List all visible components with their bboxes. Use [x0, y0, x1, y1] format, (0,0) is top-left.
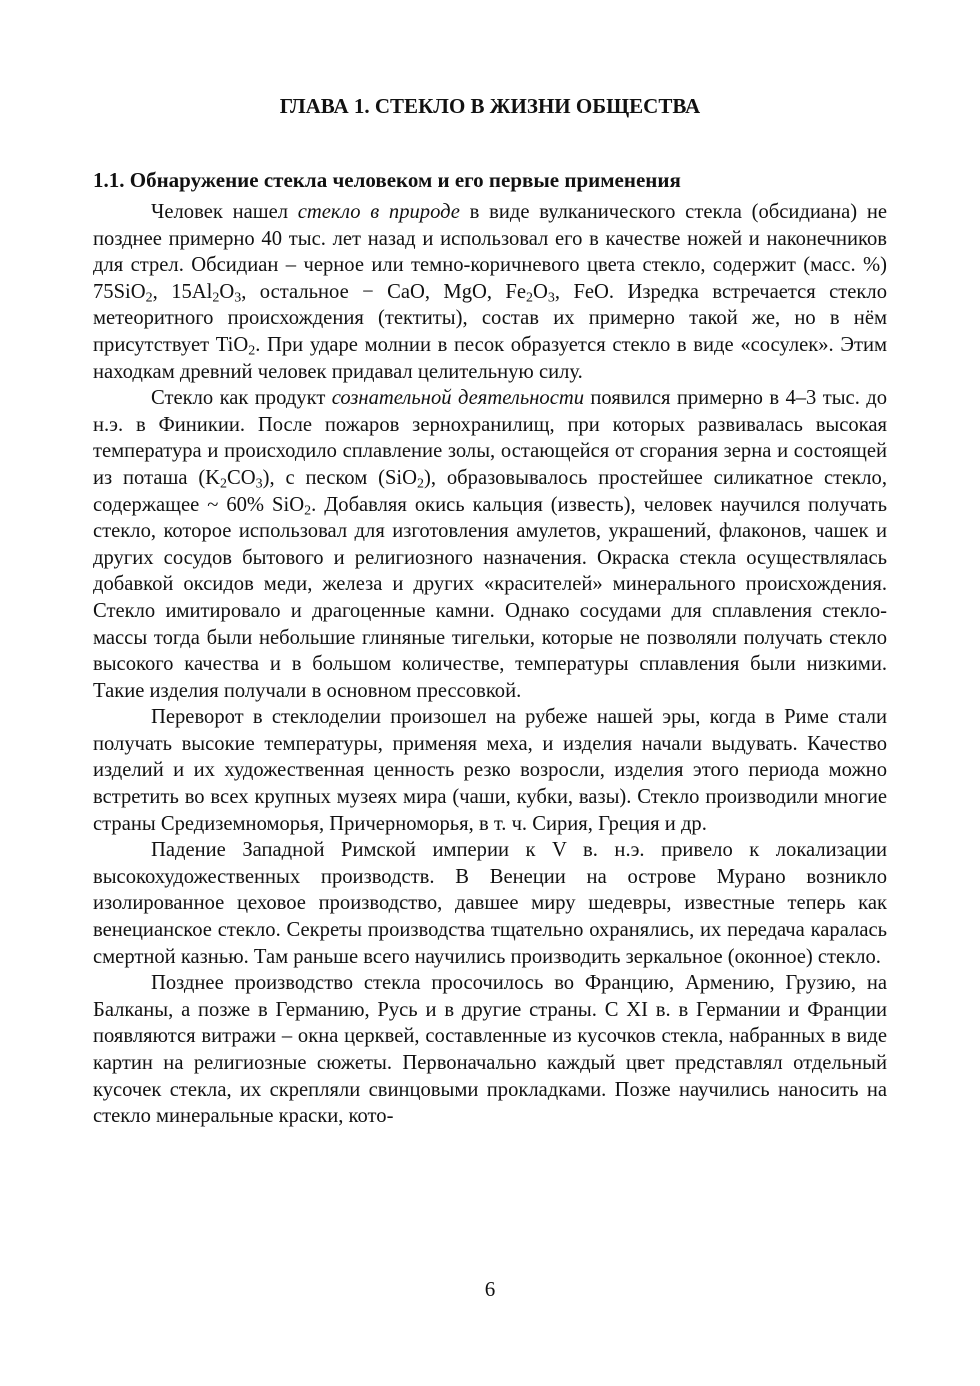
paragraph-text: Человек нашел	[151, 201, 298, 223]
subscript: 3	[255, 476, 263, 492]
paragraph-text: O	[219, 280, 235, 303]
paragraph-text: , остальное − CaO, MgO, Fe	[241, 280, 527, 303]
subscript: 2	[526, 290, 534, 306]
paragraph	[93, 837, 887, 970]
italic-text: стекло в природе	[297, 201, 460, 223]
paragraph-text: Стекло как продукт	[151, 387, 332, 410]
section-heading: 1.1. Обнаружение стекла человеком и его первые применения	[93, 168, 681, 192]
paragraph-text: Падение Западной Римской империи к V в. н.э. привело к локализации высокохудожественных производств. В Венеции на острове Мурано возникло изолированное цеховое производство, давшее миру шедевры, известные теперь как венецианское стекло. Секреты производства тщательно охранялись, их передача каралась смертной казнью. Там раньше всего научились производить зеркальное (оконное) стекло.	[93, 839, 887, 968]
paragraph-text: Позднее производство стекла просочилось во Францию, Армению, Грузию, на Балканы, а позже в Германию, Русь и в другие страны. С XI в. в Германии и Франции появляются витражи – окна церквей, составленные из кусочков стекла, набранных в виде картин на религиозные сюжеты. Первоначально каждый цвет представлял отдельный кусочек стекла, их скрепляли свинцовыми прокладками. Позже научились наносить на стекло минеральные краски, кото-	[93, 972, 887, 1128]
page-number: 6	[484, 1277, 496, 1301]
subscript: 2	[220, 476, 228, 492]
paragraph-text: Переворот в стеклоделии произошел на рубеже нашей эры, когда в Риме стали получать высокие температуры, применяя меха, и изделия начали выдувать. Качество изделий и их художественная ценность резко возросли, изделия этого периода можно встретить во всех крупных музеях мира (чаши, кубки, вазы). Стекло производили многие страны Средиземноморья, Причерноморья, в т. ч. Сирия, Греция и др.	[93, 706, 887, 835]
paragraph-text: , FeO. Изредка встречается стекло метеоритного происхождения (тектиты), состав их примерно такой же, но в нём присутствует TiO	[93, 280, 888, 356]
subscript: 2	[145, 290, 153, 306]
chapter-title: ГЛАВА 1. СТЕКЛО В ЖИЗНИ ОБЩЕСТВА	[279, 94, 701, 118]
paragraph-text: . Добавляя окись кальция (известь), человек научился получать стекло, которое использовал для изготовления амулетов, украшений, флаконов, чашек и других сосудов бытового и религиозного назначения. Окраска стекла осуществлялась добавкой оксидов меди, железа и других «красителей» минерального происхождения. Стекло имитировало и драгоценные камни. Однако сосудами для сплавления стекломассы тогда были небольшие глиняные тигельки, которые не позволяли получать стекло высокого качества и в большом количестве, температуры сплавления были низкими. Такие изделия получали в основном прессовкой.	[93, 493, 887, 702]
paragraph-text: , 15Al	[152, 280, 213, 303]
subscript: 3	[234, 290, 242, 306]
subscript: 2	[212, 290, 220, 306]
paragraph	[93, 199, 887, 385]
paragraph-text: в виде вулканического стекла (обсидиана) не позднее примерно 40 тыс. лет назад и использовал его в качестве ножей и наконечников для стрел. Обсидиан – черное или темно-коричневого цвета стекло, содержит (масс. %) 75SiO	[93, 201, 887, 303]
paragraph	[93, 385, 887, 704]
paragraph-text: CO	[227, 466, 256, 489]
paragraph	[93, 970, 887, 1130]
paragraph-text: . При ударе молнии в песок образуется стекло в виде «сосулек». Этим находкам древний человек придавал целительную силу.	[93, 333, 887, 383]
subscript: 2	[417, 476, 425, 492]
paragraph-text: появился примерно в 4–3 тыс. до н.э. в Финикии. После пожаров зернохранилищ, при которых развивалась высокая температура и происходило сплавление золы, остающейся от сгорания зерна и состоящей из поташа (K	[93, 387, 888, 489]
body-text	[93, 199, 887, 1130]
paragraph-text: ), образовывалось простейшее силикатное стекло, содержащее ~ 60% SiO	[93, 466, 887, 516]
subscript: 3	[547, 290, 555, 306]
subscript: 2	[248, 343, 256, 359]
paragraph	[93, 704, 887, 837]
italic-text: сознательной деятельности	[331, 387, 585, 410]
paragraph-text: O	[533, 280, 548, 303]
paragraph-text: ), с песком (SiO	[262, 466, 418, 489]
subscript: 2	[304, 503, 312, 519]
